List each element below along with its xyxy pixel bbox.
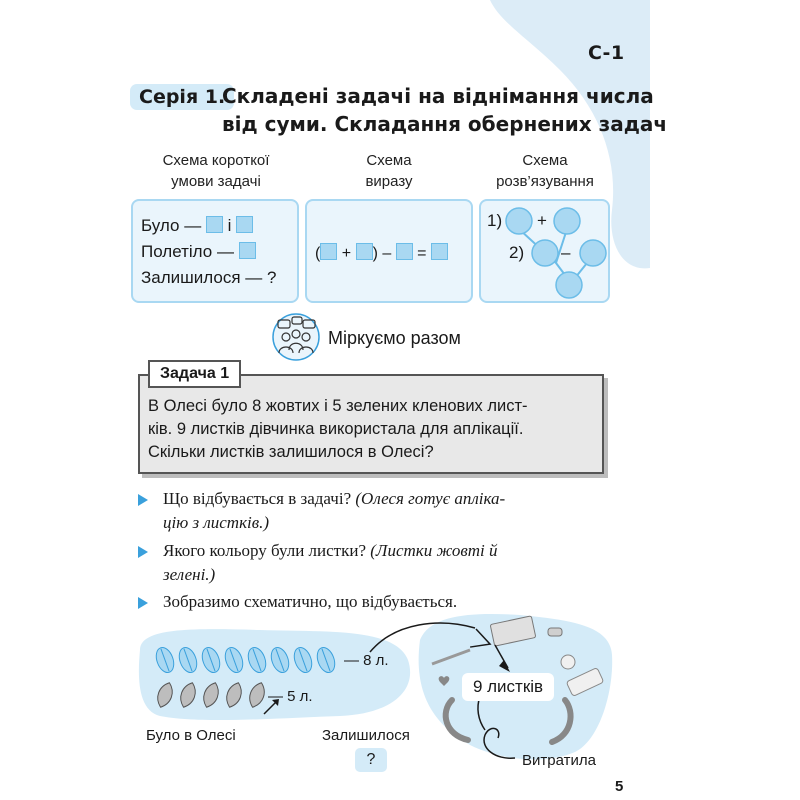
plus-sign: +	[537, 211, 547, 230]
expression-scheme: ( + ) – =	[315, 243, 448, 263]
was-line: Було — і	[141, 215, 253, 237]
series-badge: Серія 1.	[130, 84, 234, 110]
task-tab: Задача 1	[148, 360, 241, 388]
page-number: 5	[615, 778, 624, 795]
flew-line: Полетіло —	[141, 241, 256, 263]
column-header-expression: Схема виразу	[365, 152, 413, 190]
step-2-label: 2)	[509, 243, 525, 262]
nine-leaves-label: 9 листків	[462, 673, 554, 701]
step-1-label: 1)	[487, 211, 503, 230]
left-line: Залишилося — ?	[141, 268, 277, 287]
column-header-short-condition: Схема короткої умови задачі	[162, 152, 270, 190]
think-together-label: Міркуємо разом	[328, 328, 461, 348]
question-item: Зобразимо схематично, що відбувається.	[138, 590, 457, 614]
question-item: Якого кольору були листки? (Листки жовті й зелені.)	[138, 539, 497, 587]
question-badge: ?	[355, 748, 387, 772]
section-code: С-1	[588, 42, 625, 64]
task-text: В Олесі було 8 жовтих і 5 зелених кленових лист- ків. 9 листків дівчинка використала для аплікації. Скільки листків залишилося в Олесі?	[148, 397, 528, 461]
spent-label: Витратила	[522, 752, 596, 769]
column-header-solution: Схема розв’язування	[496, 152, 594, 190]
series-title: Складені задачі на віднімання числа від суми. Складання обернених задач	[222, 84, 668, 136]
green-leaves-count: — 5 л.	[268, 688, 313, 705]
question-item: Що відбувається в задачі? (Олеся готує апліка- цію з листків.)	[138, 487, 505, 535]
minus-sign: –	[561, 243, 571, 262]
was-in-olesya-label: Було в Олесі	[146, 727, 236, 744]
yellow-leaves-count: — 8 л.	[344, 652, 389, 669]
left-label: Залишилося	[322, 727, 410, 744]
